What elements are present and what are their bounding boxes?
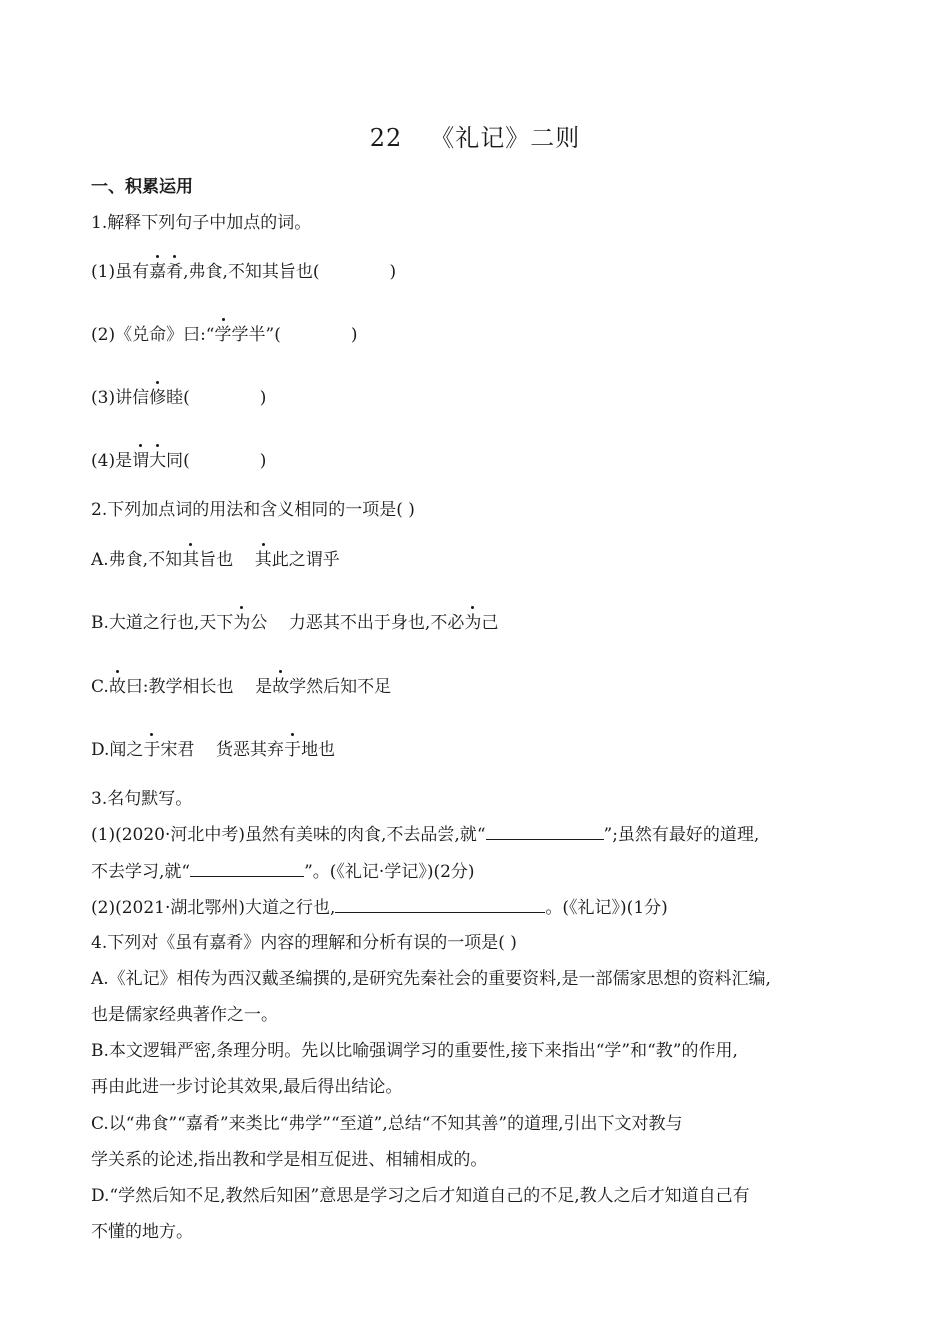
q1-item-1: (1)虽有嘉肴,弗食,不知其旨也( ) (91, 262, 397, 282)
q3-line-3: (2)(2021·湖北鄂州)大道之行也, 。(《礼记》)(1分) (91, 898, 668, 918)
dotted-word: 为 (464, 613, 482, 633)
q4-option-a-line1: A.《礼记》相传为西汉戴圣编撰的,是研究先秦社会的重要资料,是一部儒家思想的资料汇编, (91, 969, 771, 989)
q4-stem: 4.下列对《虽有嘉肴》内容的理解和分析有误的一项是( ) (91, 933, 517, 953)
q4-option-b-line1: B.本文逻辑严密,条理分明。先以比喻强调学习的重要性,接下来指出“学”和“教”的作用, (91, 1041, 738, 1061)
q2-option-a: A.弗食,不知其旨也 其此之谓乎 (91, 550, 340, 570)
q1-item-2: (2)《兑命》曰:“学学半”( ) (91, 325, 358, 345)
q4-option-c-line1: C.以“弗食”“嘉肴”来类比“弗学”“至道”,总结“不知其善”的道理,引出下文对教与 (91, 1114, 683, 1134)
dotted-word: 大 (149, 451, 167, 471)
dotted-word: 为 (233, 613, 251, 633)
q2-stem: 2.下列加点词的用法和含义相同的一项是( ) (91, 500, 415, 520)
dotted-word: 故 (108, 677, 126, 697)
q4-option-b-line2: 再由此进一步讨论其效果,最后得出结论。 (91, 1077, 403, 1097)
dotted-word: 其 (182, 550, 200, 570)
dotted-word: 其 (254, 550, 272, 570)
q4-option-a-line2: 也是儒家经典著作之一。 (91, 1005, 278, 1025)
q1-item-3: (3)讲信修睦( ) (91, 388, 267, 408)
dotted-word: 于 (284, 740, 302, 760)
fill-blank[interactable] (190, 860, 304, 877)
page-title (0, 118, 950, 153)
dotted-word: 故 (272, 677, 290, 697)
lesson-title: 《礼记》二则 (430, 124, 581, 152)
q2-option-b: B.大道之行也,天下为公 力恶其不出于身也,不必为己 (91, 613, 499, 633)
dotted-word: 修 (149, 388, 167, 408)
q2-option-d: D.闻之于宋君 货恶其弃于地也 (91, 740, 336, 760)
dotted-word: 肴 (166, 262, 184, 282)
q3-stem: 3.名句默写。 (91, 789, 193, 809)
q2-option-c: C.故曰:教学相长也 是故学然后知不足 (91, 677, 392, 697)
q3-line-2: 不去学习,就“ ”。(《礼记·学记》)(2分) (91, 862, 475, 882)
q3-line-1: (1)(2020·河北中考)虽然有美味的肉食,不去品尝,就“ ”;虽然有最好的道理, (91, 825, 760, 845)
fill-blank[interactable] (486, 823, 604, 840)
fill-blank[interactable] (335, 896, 545, 913)
section-heading: 一、积累运用 (91, 177, 193, 197)
q4-option-d-line1: D.“学然后知不足,教然后知困”意思是学习之后才知道自己的不足,教人之后才知道自己有 (91, 1186, 750, 1206)
lesson-number: 22 (369, 124, 403, 152)
q1-item-4: (4)是谓大同( ) (91, 451, 267, 471)
q4-option-c-line2: 学关系的论述,指出教和学是相互促进、相辅相成的。 (91, 1150, 488, 1170)
q1-stem: 1.解释下列句子中加点的词。 (91, 213, 312, 233)
dotted-word: 于 (143, 740, 161, 760)
dotted-word: 嘉 (149, 262, 167, 282)
dotted-word: 学 (214, 325, 232, 345)
q4-option-d-line2: 不懂的地方。 (91, 1222, 193, 1242)
dotted-word: 谓 (132, 451, 150, 471)
